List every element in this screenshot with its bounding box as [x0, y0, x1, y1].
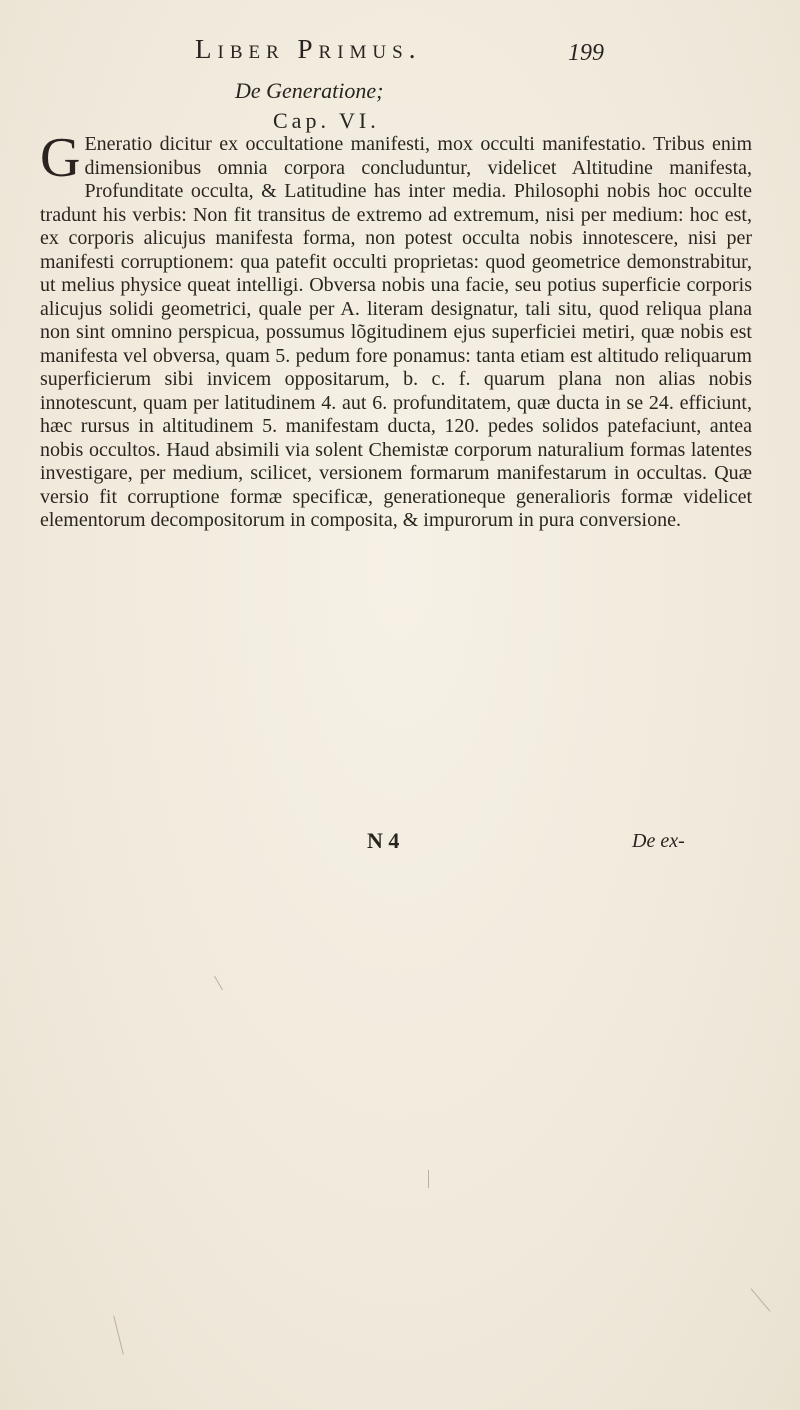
- paper-mark: [428, 1170, 429, 1188]
- paper-mark: [214, 976, 223, 990]
- page-number: 199: [568, 40, 604, 66]
- main-text-body: Eneratio dicitur ex occultatione manifesti, mox occulti manifestatio. Tribus enim dimensionibus omnia corpora concluduntur, videlicet Altitudine manifesta, Profunditate occulta, & Latitudine has inter media. Philosophi nobis hoc occulte tradunt his verbis: Non fit transitus de extremo ad extremum, nisi per medium: hoc est, ex corporis alicujus manifesta forma, non potest occulta nobis innotescere, nisi per manifesti corruptionem: qua patefit occulti proprietas: quod geometrice demonstrabitur, ut melius physice queat intelligi. Obversa nobis una facie, seu potius superficie corporis alicujus solidi geometrici, quale per A. literam designatur, tali situ, quod reliqua plana non sint omnino perspicua, possumus lõgitudinem ejus superficiei metiri, quæ nobis est manifesta vel obversa, quam 5. pedum fore ponamus: tanta etiam est altitudo reliquarum superficierum sibi invicem oppositarum, b. c. f. quarum plana non alias nobis innotescunt, quam per latitudinem 4. aut 6. profunditatem, quæ ducta in se 24. efficiunt, hæc rursus in altitudinem 5. manifestam ducta, 120. pedes solidos patefaciunt, antea nobis occultos. Haud absimili via solent Chemistæ corporum naturalium formas latentes investigare, per medium, scilicet, versionem formarum manifestarum in occultas. Quæ versio fit corruptione formæ specificæ, generationeque generalioris formæ videlicet elementorum decompositorum in composita, & impurorum in pura conversione.: [40, 133, 752, 531]
- catchword: De ex-: [632, 830, 685, 852]
- chapter-heading: Cap. VI.: [273, 108, 380, 133]
- signature-mark: N 4: [367, 828, 400, 853]
- paper-mark: [113, 1315, 124, 1354]
- section-title: De Generatione;: [235, 78, 384, 103]
- main-text: [40, 127, 752, 533]
- running-head: Liber Primus.: [195, 34, 422, 64]
- drop-cap: G: [40, 127, 81, 189]
- paper-mark: [750, 1288, 770, 1312]
